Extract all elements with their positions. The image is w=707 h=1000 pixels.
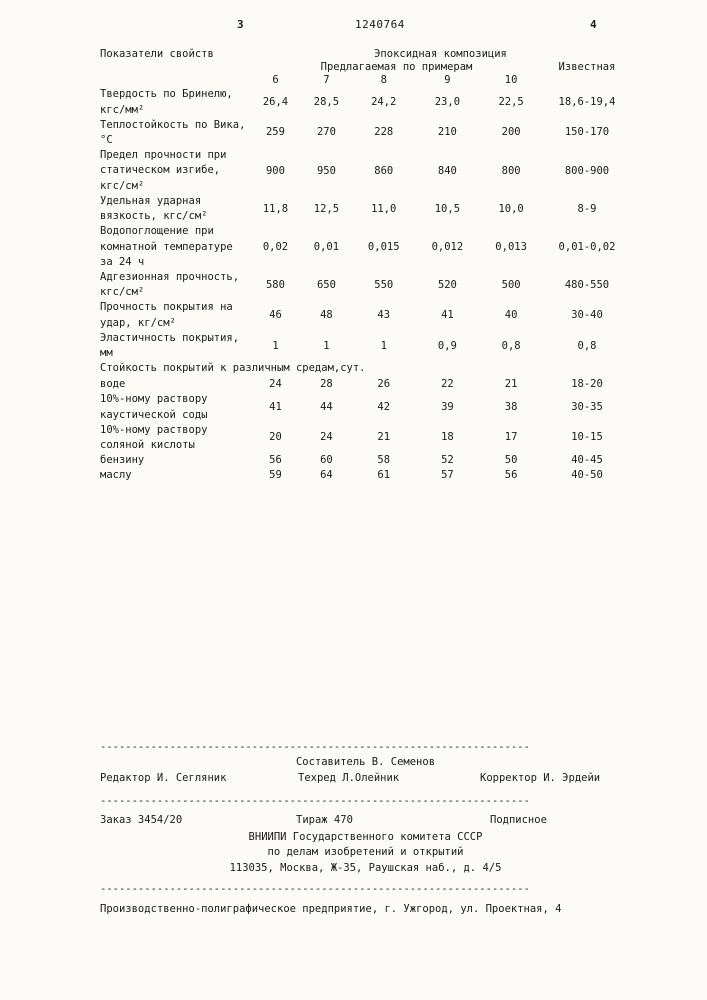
- row-value-6: 46: [269, 309, 282, 322]
- header-known-label: Известная: [558, 61, 616, 74]
- row-value-10: 500: [501, 278, 521, 291]
- header-properties-label: Показатели свойств: [100, 48, 214, 60]
- row-value-6: 26,4: [262, 96, 289, 109]
- row-value-8: 43: [377, 309, 391, 322]
- row-value-known: 150-170: [564, 126, 610, 139]
- table-row: [100, 270, 631, 300]
- table-row: [100, 392, 631, 422]
- row-value-10: 56: [504, 469, 518, 482]
- row-value-6: 900: [265, 164, 285, 177]
- table-row: [100, 300, 631, 330]
- row-value-7: 48: [320, 309, 333, 322]
- row-value-known: 10-15: [571, 431, 603, 444]
- row-value-9: 10,5: [434, 202, 461, 215]
- patent-number: 1240764: [355, 18, 405, 31]
- row-value-6: 580: [265, 278, 285, 291]
- row-property: Удельная ударная вязкость, кгс/см²: [100, 194, 208, 223]
- row-value-6: 1: [272, 339, 279, 352]
- row-value-7: 650: [316, 278, 336, 291]
- row-property: Прочность покрытия на удар, кг/см²: [100, 301, 233, 329]
- row-value-9: 39: [441, 400, 454, 413]
- row-value-6: 11,8: [262, 202, 289, 215]
- row-value-10: 17: [504, 431, 518, 444]
- row-value-10: 200: [501, 126, 521, 139]
- row-property: воде: [100, 378, 126, 391]
- row-value-known: 40-50: [571, 469, 603, 482]
- row-value-7: 0,01: [313, 240, 340, 253]
- footer-institute-line2: по делам изобретений и открытий: [267, 846, 464, 859]
- row-value-known: 18-20: [571, 378, 603, 391]
- row-property: бензину: [100, 454, 145, 467]
- footer-editor: Редактор И. Сегляник: [100, 772, 227, 785]
- row-value-6: 56: [269, 454, 282, 467]
- properties-table-wrapper: [100, 48, 631, 484]
- table-section-heading-row: [100, 361, 631, 377]
- footer-rule-bottom: --------------------------------------------------------------------: [100, 882, 530, 895]
- row-value-known: 800-900: [564, 164, 610, 177]
- row-value-9: 18: [441, 431, 454, 444]
- row-value-10: 50: [504, 454, 518, 467]
- right-page-number: 4: [590, 18, 598, 31]
- row-value-8: 26: [377, 378, 391, 391]
- row-value-9: 22: [441, 378, 454, 391]
- row-property: 10%-ному раствору соляной кислоты: [100, 423, 208, 451]
- row-value-10: 0,013: [495, 240, 527, 253]
- row-value-8: 61: [377, 469, 391, 482]
- row-value-7: 24: [320, 431, 333, 444]
- row-value-9: 840: [437, 164, 457, 177]
- footer-subscription: Подписное: [490, 814, 547, 827]
- footer-order-row: [100, 813, 631, 830]
- footer-institute-line1: ВНИИПИ Государственного комитета СССР: [248, 831, 483, 844]
- footer-order-number: Заказ 3454/20: [100, 814, 183, 827]
- row-value-7: 270: [316, 126, 336, 139]
- row-value-9: 0,012: [431, 240, 464, 253]
- table-row: [100, 377, 631, 392]
- row-value-known: 0,01-0,02: [558, 240, 616, 253]
- row-value-6: 20: [269, 431, 282, 444]
- row-value-10: 21: [504, 378, 518, 391]
- row-value-known: 0,8: [577, 339, 597, 352]
- row-value-known: 30-40: [571, 309, 603, 322]
- row-property: Водопоглощение при комнатной температуре за 24 ч: [100, 225, 233, 268]
- table-row: [100, 118, 631, 148]
- row-value-7: 28,5: [313, 96, 340, 109]
- row-property: Твердость по Бринелю, кгс/мм²: [100, 88, 233, 116]
- row-value-9: 41: [441, 309, 454, 322]
- page-footer: [100, 740, 631, 917]
- footer-address: 113035, Москва, Ж-35, Раушская наб., д. 4/5: [229, 861, 502, 874]
- column-number-6: 6: [272, 74, 279, 87]
- row-value-7: 60: [320, 454, 333, 467]
- row-value-10: 10,0: [498, 202, 524, 215]
- column-number-8: 8: [380, 74, 387, 87]
- row-value-known: 18,6-19,4: [558, 96, 616, 109]
- row-value-10: 800: [501, 164, 521, 177]
- footer-compiler: Составитель В. Семенов: [295, 756, 436, 768]
- footer-printer: Производственно-полиграфическое предприятие, г. Ужгород, ул. Проектная, 4: [100, 902, 562, 915]
- row-value-8: 0,015: [367, 240, 400, 253]
- table-row: [100, 453, 631, 468]
- table-row: [100, 331, 631, 361]
- table-header-row-1: [100, 48, 631, 61]
- row-value-known: 40-45: [571, 454, 603, 467]
- row-value-8: 21: [377, 431, 391, 444]
- table-row: [100, 87, 631, 117]
- row-value-8: 550: [374, 278, 394, 291]
- row-value-9: 0,9: [437, 339, 457, 352]
- row-value-8: 228: [374, 126, 394, 139]
- row-value-9: 210: [437, 126, 457, 139]
- row-property: 10%-ному раствору каустической соды: [100, 393, 208, 421]
- row-property: Предел прочности при статическом изгибе, кгс/см²: [100, 149, 227, 192]
- row-value-7: 64: [320, 469, 333, 482]
- row-value-10: 38: [504, 400, 518, 413]
- table-row: [100, 194, 631, 224]
- row-property: маслу: [100, 469, 132, 482]
- row-value-6: 24: [269, 378, 282, 391]
- table-row: [100, 224, 631, 270]
- footer-rule-top: --------------------------------------------------------------------: [100, 741, 530, 753]
- row-value-8: 1: [380, 339, 387, 352]
- properties-table: [100, 48, 631, 484]
- row-value-10: 22,5: [498, 96, 524, 109]
- footer-techred: Техред Л.Олейник: [298, 772, 400, 785]
- row-property: Адгезионная прочность, кгс/см²: [100, 271, 240, 299]
- row-value-9: 23,0: [434, 96, 461, 109]
- table-row: [100, 468, 631, 483]
- row-value-9: 520: [437, 278, 457, 291]
- row-value-8: 58: [377, 454, 391, 467]
- column-number-9: 9: [444, 74, 451, 87]
- row-property: Теплостойкость по Вика, °С: [100, 118, 246, 147]
- row-value-6: 59: [269, 469, 282, 482]
- row-value-6: 41: [269, 400, 282, 413]
- table-row: [100, 148, 631, 194]
- row-value-7: 28: [320, 378, 333, 391]
- row-value-9: 57: [441, 469, 454, 482]
- row-property: Эластичность покрытия, мм: [100, 331, 240, 360]
- column-number-10: 10: [504, 74, 518, 87]
- table-row: [100, 423, 631, 453]
- column-number-7: 7: [323, 74, 330, 87]
- section-heading: Стойкость покрытий к различным средам,сут.: [100, 362, 366, 375]
- row-value-known: 480-550: [564, 278, 610, 291]
- row-value-7: 950: [316, 164, 336, 177]
- footer-credits-row: [100, 771, 631, 788]
- footer-circulation: Тираж 470: [296, 814, 353, 827]
- row-value-6: 259: [265, 126, 285, 139]
- row-value-8: 42: [377, 400, 391, 413]
- footer-rule-mid: --------------------------------------------------------------------: [100, 795, 530, 808]
- row-value-known: 30-35: [571, 400, 603, 413]
- row-value-7: 12,5: [313, 202, 340, 215]
- footer-corrector: Корректор И. Эрдейи: [480, 772, 601, 785]
- row-value-6: 0,02: [262, 240, 289, 253]
- row-value-7: 1: [323, 339, 330, 352]
- row-value-9: 52: [441, 454, 454, 467]
- header-composition-label: Эпоксидная композиция: [374, 48, 507, 60]
- row-value-7: 44: [320, 400, 333, 413]
- row-value-8: 24,2: [371, 96, 397, 109]
- left-page-number: 3: [237, 18, 245, 31]
- header-proposed-label: Предлагаемая по примерам: [320, 61, 473, 74]
- row-value-8: 860: [374, 164, 394, 177]
- row-value-known: 8-9: [577, 202, 597, 215]
- row-value-10: 40: [504, 309, 518, 322]
- row-value-8: 11,0: [371, 202, 397, 215]
- row-value-10: 0,8: [501, 339, 521, 352]
